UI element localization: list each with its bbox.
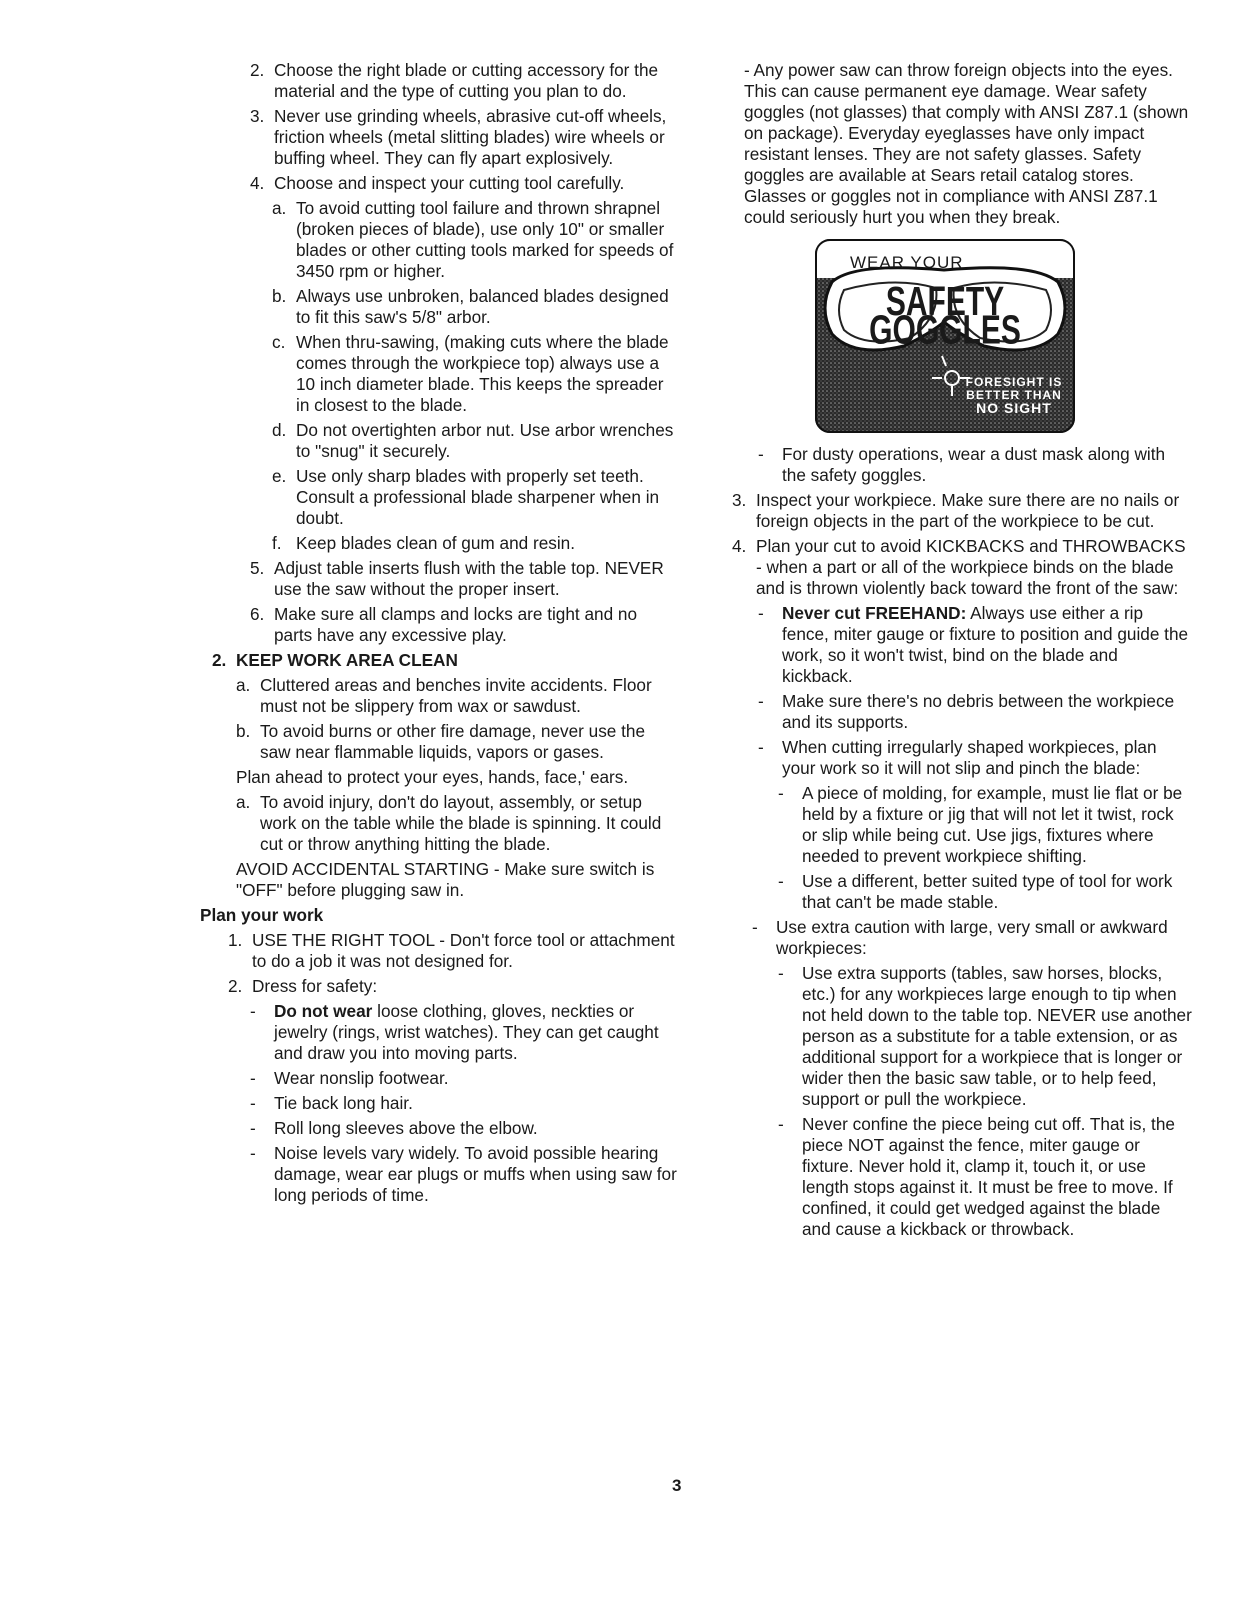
- list-item: [200, 859, 678, 901]
- list-item-label: -: [250, 1001, 256, 1021]
- list-item-text: Cluttered areas and benches invite accidents. Floor must not be slippery from wax or sawdust.: [260, 675, 652, 716]
- list-item: [708, 737, 1193, 779]
- list-item-text: To avoid injury, don't do layout, assembly, or setup work on the table while the blade is spinning. It could cut or throw anything hitting the blade.: [260, 792, 662, 854]
- list-item-text: Tie back long hair.: [274, 1093, 413, 1113]
- list-item-label: -: [752, 917, 758, 937]
- list-item-label: b.: [272, 286, 287, 306]
- list-item-text: Choose the right blade or cutting accessory for the material and the type of cutting you plan to do.: [274, 60, 659, 101]
- list-item-text: Plan your work: [200, 905, 324, 925]
- list-item: [200, 1143, 678, 1206]
- list-item-label: -: [250, 1068, 256, 1088]
- list-item-text: KEEP WORK AREA CLEAN: [236, 650, 458, 670]
- list-item-text: Roll long sleeves above the elbow.: [274, 1118, 538, 1138]
- list-item: [708, 444, 1193, 486]
- list-item-text: Adjust table inserts flush with the table top. NEVER use the saw without the proper insert.: [274, 558, 664, 599]
- list-item: [200, 466, 678, 529]
- list-item: [708, 490, 1193, 532]
- list-item-text: Use a different, better suited type of tool for work that can't be made stable.: [802, 871, 1173, 912]
- list-item: [708, 917, 1193, 959]
- list-item: [200, 1093, 678, 1114]
- list-item-text: For dusty operations, wear a dust mask along with the safety goggles.: [782, 444, 1166, 485]
- list-item: [200, 650, 678, 671]
- list-item-label: a.: [236, 675, 251, 695]
- list-item-label: 3.: [250, 106, 265, 126]
- list-item: [200, 106, 678, 169]
- right-list: [708, 444, 1193, 1240]
- list-item-text: To avoid cutting tool failure and thrown shrapnel (broken pieces of blade), use only 10" or smaller blades or other cutting tools marked for speeds of 3450 rpm or higher.: [296, 198, 674, 281]
- list-item-label: f.: [272, 533, 282, 553]
- list-item: [200, 558, 678, 600]
- safety-goggles-illustration: [814, 238, 1076, 434]
- list-item-label: -: [250, 1093, 256, 1113]
- list-item-text: Plan ahead to protect your eyes, hands, face,' ears.: [236, 767, 629, 787]
- list-item-text: Make sure all clamps and locks are tight and no parts have any excessive play.: [274, 604, 638, 645]
- list-item-label: -: [778, 783, 784, 803]
- list-item-text: A piece of molding, for example, must lie flat or be held by a fixture or jig that will not let it twist, rock or slip while being cut. Use jigs, fixtures where needed to prevent workpiece shifting.: [802, 783, 1183, 866]
- list-item-label: c.: [272, 332, 286, 352]
- list-item: [708, 536, 1193, 599]
- list-item: [708, 691, 1193, 733]
- list-item-label: -: [758, 691, 764, 711]
- foresight-line-1: FORESIGHT IS: [965, 375, 1063, 389]
- list-item-label: -: [250, 1143, 256, 1163]
- list-item-label: -: [250, 1118, 256, 1138]
- list-item: [200, 767, 678, 788]
- list-item-text: Use extra caution with large, very small or awkward workpieces:: [776, 917, 1168, 958]
- list-item: [200, 198, 678, 282]
- safety-goggles-label: SAFETY GOGGLES: [869, 279, 1021, 353]
- list-item-text: Never use grinding wheels, abrasive cut-off wheels, friction wheels (metal slitting blades) wire wheels or buffing wheel. They can fly apart explosively.: [274, 106, 667, 168]
- list-item: [200, 905, 678, 926]
- list-item-emphasis: Do not wear: [274, 1001, 373, 1021]
- list-item: [200, 604, 678, 646]
- foresight-line-3: NO SIGHT: [976, 400, 1052, 416]
- list-item: [200, 332, 678, 416]
- foresight-line-2: BETTER THAN: [966, 388, 1062, 402]
- list-item-text: Never confine the piece being cut off. That is, the piece NOT against the fence, miter gauge or fixture. Never hold it, clamp it, touch it, or use length stops against it. It must be free to move. If confined, it could get wedged against the blade and cause a kickback or throwback.: [802, 1114, 1175, 1239]
- list-item-label: 4.: [250, 173, 265, 193]
- list-item: [200, 173, 678, 194]
- list-item-label: 2.: [212, 650, 227, 670]
- list-item-text: Always use either a rip fence, miter gauge or fixture to position and guide the work, so it won't twist, bind on the blade and kickback.: [782, 603, 1189, 686]
- foresight-slogan: [964, 376, 1064, 415]
- list-item: [200, 1068, 678, 1089]
- list-item-label: d.: [272, 420, 287, 440]
- list-item-text: Use only sharp blades with properly set teeth. Consult a professional blade sharpener when in doubt.: [296, 466, 660, 528]
- list-item: [200, 420, 678, 462]
- list-item: [200, 533, 678, 554]
- list-item-label: e.: [272, 466, 287, 486]
- list-item-label: 1.: [228, 930, 243, 950]
- list-item: [200, 721, 678, 763]
- list-item-text: Noise levels vary widely. To avoid possible hearing damage, wear ear plugs or muffs when using saw for long periods of time.: [274, 1143, 677, 1205]
- list-item-label: a.: [236, 792, 251, 812]
- list-item-label: -: [778, 871, 784, 891]
- list-item: [708, 963, 1193, 1110]
- list-item: [200, 792, 678, 855]
- list-item-label: -: [758, 737, 764, 757]
- list-item-label: -: [778, 963, 784, 983]
- eye-protection-text: - Any power saw can throw foreign objects into the eyes. This can cause permanent eye damage. Wear safety goggles (not glasses) that comply with ANSI Z87.1 (shown on package). Everyday eyeglasses have only impact resistant lenses. They are not safety glasses. Safety goggles are available at Sears retail catalog stores. Glasses or goggles not in compliance with ANSI Z87.1 could seriously hurt you when they break.: [744, 60, 1189, 227]
- eye-protection-paragraph: [708, 60, 1193, 228]
- list-item: [708, 1114, 1193, 1240]
- list-item-text: When cutting irregularly shaped workpieces, plan your work so it will not slip and pinch the blade:: [782, 737, 1157, 778]
- list-item-label: 4.: [732, 536, 747, 556]
- list-item-label: 2.: [228, 976, 243, 996]
- list-item-label: b.: [236, 721, 251, 741]
- list-item-label: 6.: [250, 604, 265, 624]
- list-item: [200, 675, 678, 717]
- list-item-text: loose clothing, gloves, neckties or jewelry (rings, wrist watches). They can get caught and draw you into moving parts.: [274, 1001, 659, 1063]
- list-item-text: Dress for safety:: [252, 976, 378, 996]
- list-item-text: Keep blades clean of gum and resin.: [296, 533, 576, 553]
- list-item: [708, 871, 1193, 913]
- list-item-label: -: [778, 1114, 784, 1134]
- list-item-emphasis: Never cut FREEHAND:: [782, 603, 967, 623]
- list-item: [708, 603, 1193, 687]
- list-item-text: Plan your cut to avoid KICKBACKS and THROWBACKS - when a part or all of the workpiece binds on the blade and is thrown violently back toward the front of the saw:: [756, 536, 1186, 598]
- list-item-text: Always use unbroken, balanced blades designed to fit this saw's 5/8" arbor.: [296, 286, 669, 327]
- list-item-text: Inspect your workpiece. Make sure there are no nails or foreign objects in the part of the workpiece to be cut.: [756, 490, 1180, 531]
- list-item: [200, 1001, 678, 1064]
- list-item-text: Choose and inspect your cutting tool carefully.: [274, 173, 625, 193]
- list-item-text: AVOID ACCIDENTAL STARTING - Make sure switch is "OFF" before plugging saw in.: [236, 859, 655, 900]
- right-column: [708, 60, 1193, 1244]
- list-item: [708, 783, 1193, 867]
- list-item-label: a.: [272, 198, 287, 218]
- list-item-label: -: [758, 444, 764, 464]
- list-item-label: 3.: [732, 490, 747, 510]
- list-item: [200, 286, 678, 328]
- list-item: [200, 1118, 678, 1139]
- list-item-text: Make sure there's no debris between the workpiece and its supports.: [782, 691, 1175, 732]
- list-item-label: 2.: [250, 60, 265, 80]
- list-item-label: -: [758, 603, 764, 623]
- list-item-text: Use extra supports (tables, saw horses, blocks, etc.) for any workpieces large enough to tip when not held down to the table top. NEVER use another person as a substitute for a table extension, or as additional support for a workpiece that is longer or wider then the basic saw table, or to help feed, support or pull the workpiece.: [802, 963, 1192, 1109]
- list-item-text: To avoid burns or other fire damage, never use the saw near flammable liquids, vapors or gases.: [260, 721, 646, 762]
- list-item-label: 5.: [250, 558, 265, 578]
- list-item-text: When thru-sawing, (making cuts where the blade comes through the workpiece top) always use a 10 inch diameter blade. This keeps the spreader in closest to the blade.: [296, 332, 669, 415]
- list-item-text: Wear nonslip footwear.: [274, 1068, 449, 1088]
- page-number: 3: [672, 1476, 682, 1495]
- list-item-text: USE THE RIGHT TOOL - Don't force tool or attachment to do a job it was not designed for.: [252, 930, 675, 971]
- left-column: [200, 60, 678, 1210]
- list-item: [200, 976, 678, 997]
- list-item: [200, 60, 678, 102]
- list-item: [200, 930, 678, 972]
- wear-your-label: WEAR YOUR: [850, 253, 964, 272]
- list-item-text: Do not overtighten arbor nut. Use arbor wrenches to "snug" it securely.: [296, 420, 674, 461]
